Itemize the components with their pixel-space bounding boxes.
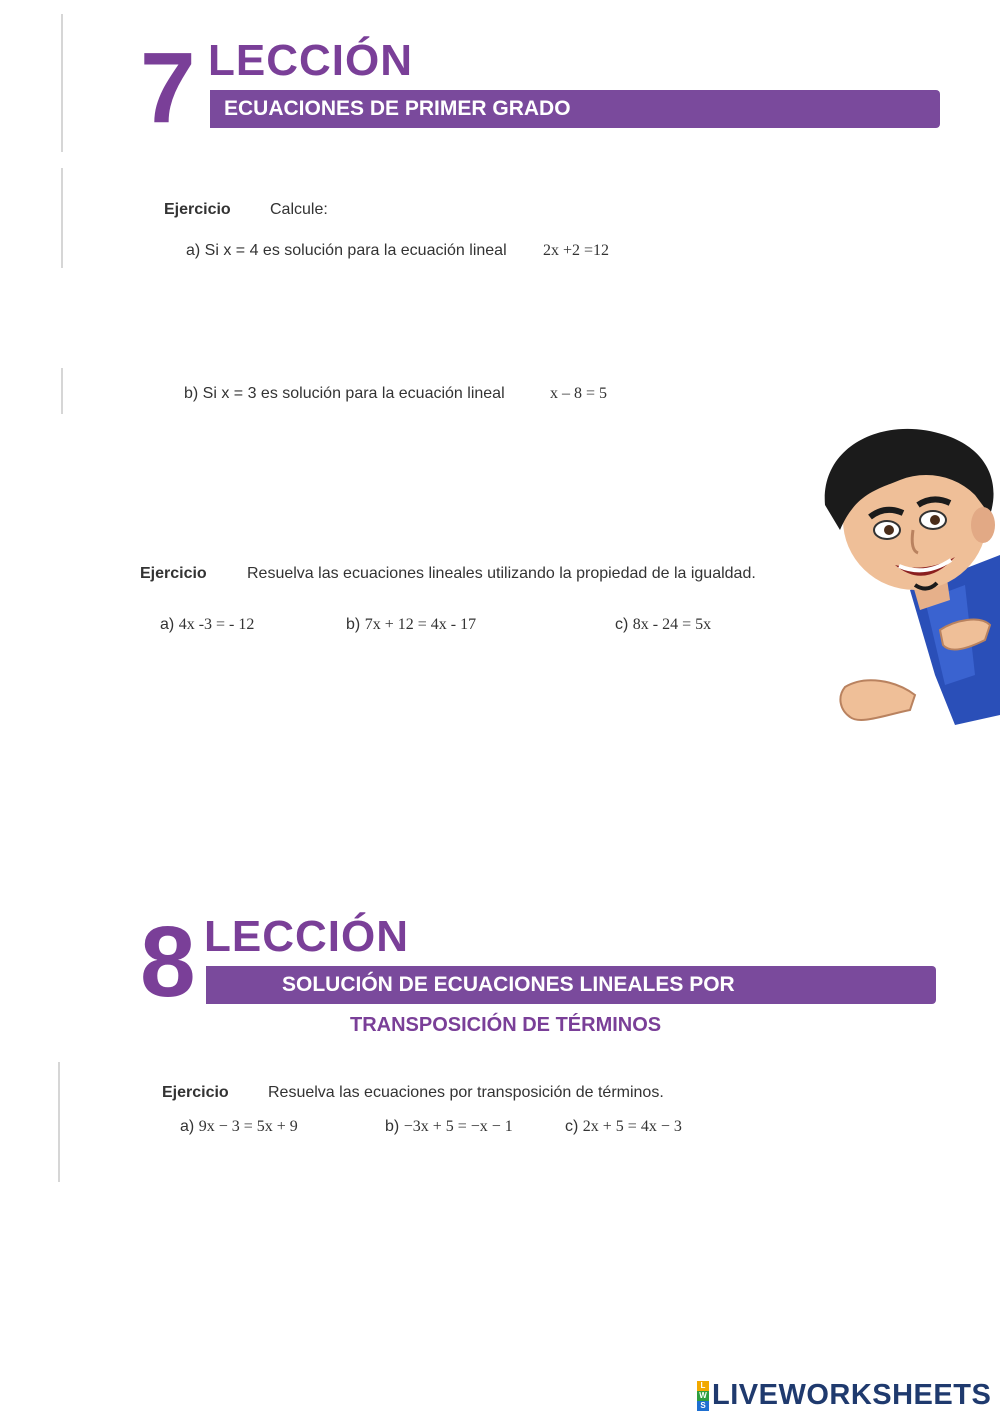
exercise-label: Ejercicio (162, 1084, 229, 1101)
exercise-item-equation: 2x +2 =12 (543, 242, 610, 259)
exercise-instruction: Resuelva las ecuaciones lineales utilizando la propiedad de la igualdad. (247, 565, 756, 582)
lesson-title: SOLUCIÓN DE ECUACIONES LINEALES POR (282, 973, 735, 996)
exercise-label: Ejercicio (164, 201, 231, 218)
brand-name: LIVEWORKSHEETS (712, 1379, 992, 1411)
exercise-instruction: Calcule: (270, 201, 328, 218)
item-equation: −3x + 5 = −x − 1 (403, 1118, 513, 1135)
exercise-item (180, 1118, 298, 1136)
item-equation: 7x + 12 = 4x - 17 (364, 616, 477, 633)
margin-line (58, 1062, 60, 1182)
item-equation: 2x + 5 = 4x − 3 (582, 1118, 682, 1135)
lesson-title: ECUACIONES DE PRIMER GRADO (224, 97, 571, 120)
lesson-title-bar (210, 90, 940, 128)
lesson-title-bar (206, 966, 936, 1004)
item-equation: 4x -3 = - 12 (178, 616, 255, 633)
lesson-heading: LECCIÓN (204, 912, 409, 961)
item-equation: 9x − 3 = 5x + 9 (198, 1118, 298, 1135)
logo-letter: S (697, 1401, 709, 1411)
exercise-item-text: b) Si x = 3 es solución para la ecuación lineal (184, 385, 505, 402)
exercise-item-text: a) Si x = 4 es solución para la ecuación lineal (186, 242, 507, 259)
lesson-subtitle: TRANSPOSICIÓN DE TÉRMINOS (350, 1014, 662, 1036)
lesson-heading: LECCIÓN (208, 36, 413, 85)
item-prefix: c) (615, 616, 629, 633)
item-prefix: c) (565, 1118, 579, 1135)
item-prefix: a) (180, 1118, 195, 1135)
lesson-number: 7 (140, 32, 196, 144)
logo-letter: L (697, 1381, 709, 1391)
margin-line (61, 368, 63, 414)
exercise-instruction: Resuelva las ecuaciones por transposición de términos. (268, 1084, 664, 1101)
exercise-item-equation: x – 8 = 5 (550, 385, 608, 402)
margin-line (61, 14, 63, 152)
lesson-number: 8 (140, 906, 196, 1018)
item-prefix: a) (160, 616, 175, 633)
logo-letter: W (697, 1391, 709, 1401)
exercise-item (385, 1118, 513, 1136)
exercise-item (346, 616, 476, 634)
exercise-item (615, 616, 711, 634)
exercise-item (565, 1118, 682, 1136)
item-prefix: b) (346, 616, 361, 633)
teacher-cartoon-illustration (815, 425, 1000, 735)
exercise-label: Ejercicio (140, 565, 207, 582)
exercise-item (160, 616, 254, 634)
item-prefix: b) (385, 1118, 400, 1135)
margin-line (61, 168, 63, 268)
logo-icon (697, 1381, 709, 1411)
liveworksheets-logo (697, 1379, 991, 1412)
item-equation: 8x - 24 = 5x (632, 616, 712, 633)
